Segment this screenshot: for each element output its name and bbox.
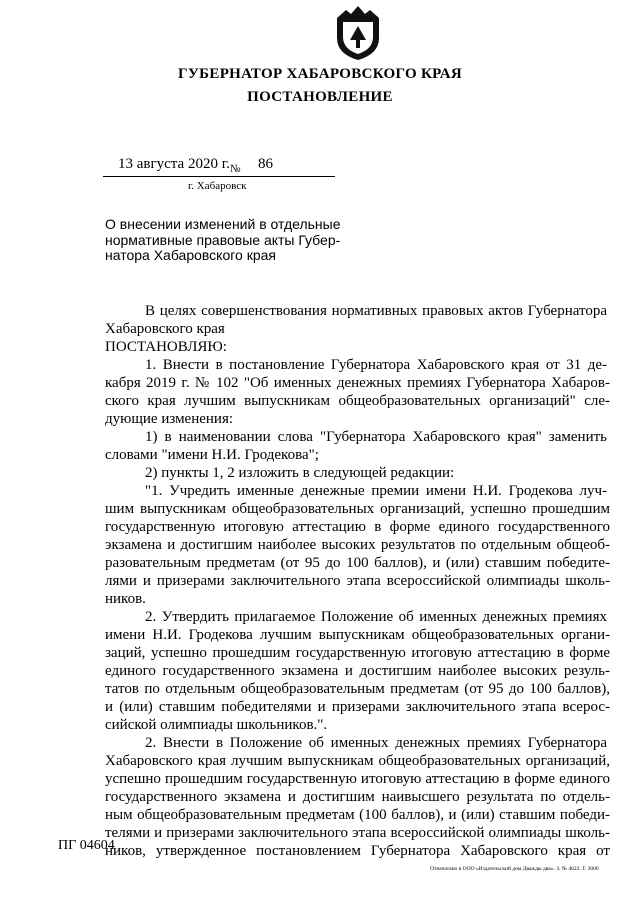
body-line: шим выпускникам общеобразовательных организаций, успешно прошедшим (105, 501, 610, 517)
body-line: кабря 2019 г. № 102 "Об именных денежных премиях Губернатора Хабаров- (105, 375, 610, 391)
body-line: дующие изменения: (105, 411, 234, 427)
city: г. Хабаровск (188, 180, 247, 192)
printer-imprint: Отпечатано в ООО «Издательский дом Дважды два». З. № 4622. Т. 3000 (430, 866, 599, 872)
body-line: успешно прошедшим государственную итоговую аттестацию в форме единого (105, 771, 610, 787)
body-line: ПОСТАНОВЛЯЮ: (105, 339, 227, 355)
document-type: ПОСТАНОВЛЕНИЕ (247, 89, 393, 105)
coat-of-arms-emblem (333, 4, 383, 62)
subject-line: О внесении изменений в отдельные (105, 216, 341, 232)
body-line: имени Н.И. Гродекова лучшим выпускникам общеобразовательных органи- (105, 627, 610, 643)
body-line: лями и призерами заключительного этапа всероссийской олимпиады школь- (105, 573, 610, 589)
body-line: "1. Учредить именные денежные премии имени Н.И. Гродекова луч- (145, 483, 607, 499)
body-line: ского края лучшим выпускникам общеобразовательных организаций" сле- (105, 393, 610, 409)
authority-title: ГУБЕРНАТОР ХАБАРОВСКОГО КРАЯ (178, 66, 462, 82)
body-line: Хабаровского края (105, 321, 225, 337)
document-code: ПГ 04604 (58, 838, 115, 853)
body-line: 2) пункты 1, 2 изложить в следующей редакции: (145, 465, 455, 481)
body-line: разовательным предметам (от 95 до 100 баллов), и (или) ставшим победите- (105, 555, 610, 571)
body-line: татов по отдельным общеобразовательным предметам (от 95 до 100 баллов), (105, 681, 610, 697)
body-line: ников. (105, 591, 146, 607)
number-sign: № (230, 163, 241, 175)
body-line: экзамена и достигшим наиболее высоких результатов по отдельным общеоб- (105, 537, 610, 553)
document-date: 13 августа 2020 г. (118, 156, 230, 172)
date-number-underline (103, 176, 335, 177)
body-line: ным общеобразовательным предметам (100 баллов), и (или) ставшим победи- (105, 807, 610, 823)
body-line: 1) в наименовании слова "Губернатора Хабаровского края" заменить (145, 429, 607, 445)
body-line: 2. Внести в Положение об именных денежных премиях Губернатора (145, 735, 607, 751)
body-line: сийской олимпиады школьников.". (105, 717, 328, 733)
body-line: В целях совершенствования нормативных правовых актов Губернатора (145, 303, 607, 319)
body-line: 2. Утвердить прилагаемое Положение об именных денежных премиях (145, 609, 607, 625)
body-line: Хабаровского края лучшим выпускникам общеобразовательных организаций, (105, 753, 610, 769)
body-line: ников, утвержденное постановлением Губернатора Хабаровского края от (105, 843, 610, 859)
document-subject (105, 217, 355, 264)
body-line: государственного экзамена и достигшим наивысшего результата по отдель- (105, 789, 610, 805)
body-line: единого государственного экзамена и достигшим наиболее высоких резуль- (105, 663, 610, 679)
subject-line: натора Хабаровского края (105, 247, 276, 263)
subject-line: нормативные правовые акты Губер- (105, 231, 341, 248)
body-line: государственную итоговую аттестацию в форме единого государственного (105, 519, 610, 535)
body-line: словами "имени Н.И. Гродекова"; (105, 447, 319, 463)
body-line: телями и призерами заключительного этапа всероссийской олимпиады школь- (105, 825, 610, 841)
document-number: 86 (258, 156, 273, 172)
body-line: 1. Внести в постановление Губернатора Хабаровского края от 31 де- (145, 357, 607, 373)
body-line: и (или) ставшим победителями и призерами заключительного этапа всерос- (105, 699, 610, 715)
body-line: заций, успешно прошедшим государственную итоговую аттестацию в форме (105, 645, 610, 661)
